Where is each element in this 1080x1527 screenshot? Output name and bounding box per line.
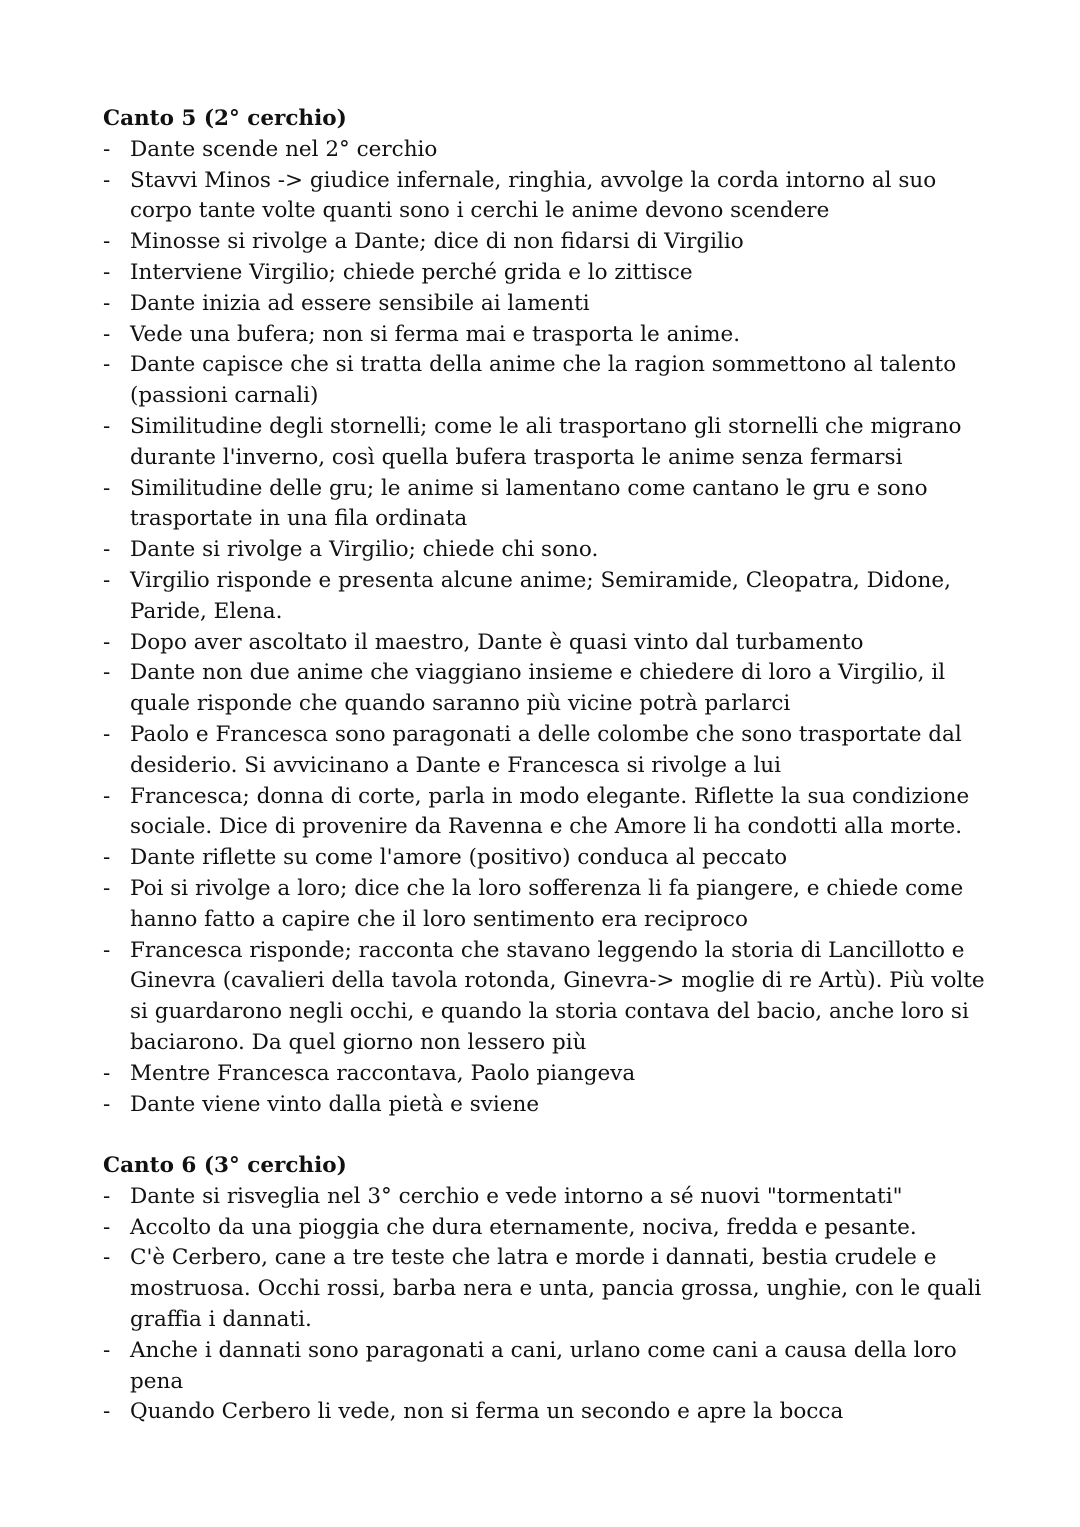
list-item-text: Virgilio risponde e presenta alcune anime; Semiramide, Cleopatra, Didone, Paride, Elena. <box>130 567 951 624</box>
list-item <box>103 1336 1003 1398</box>
bullet-dash: - <box>103 1245 111 1271</box>
list-item-text: C'è Cerbero, cane a tre teste che latra e morde i dannati, bestia crudele e mostruosa. Occhi rossi, barba nera e unta, pancia grossa, unghie, con le quali graffia i dannati. <box>130 1245 982 1333</box>
bullet-dash: - <box>103 875 111 901</box>
section-title: Canto 5 (2° cerchio) <box>103 106 347 131</box>
bullet-dash: - <box>103 136 111 162</box>
list-item-text: Dante si risveglia nel 3° cerchio e vede intorno a sé nuovi "tormentati" <box>130 1183 903 1209</box>
list-item-text: Dante inizia ad essere sensibile ai lamenti <box>130 290 590 316</box>
bullet-dash: - <box>103 783 111 809</box>
list-item <box>103 535 1003 566</box>
bullet-list <box>103 1182 1003 1428</box>
bullet-dash: - <box>103 1091 111 1117</box>
list-item <box>103 936 1003 1059</box>
bullet-dash: - <box>103 721 111 747</box>
bullet-dash: - <box>103 1399 111 1425</box>
section-canto-5 <box>103 104 1003 1120</box>
list-item <box>103 289 1003 320</box>
list-item <box>103 1182 1003 1213</box>
bullet-dash: - <box>103 1214 111 1240</box>
list-item-text: Stavvi Minos -> giudice infernale, ringhia, avvolge la corda intorno al suo corpo tante volte quanti sono i cerchi le anime devono scendere <box>130 167 937 224</box>
document-page <box>103 104 1003 1428</box>
list-item-text: Quando Cerbero li vede, non si ferma un secondo e apre la bocca <box>130 1399 844 1425</box>
bullet-list <box>103 135 1003 1121</box>
bullet-dash: - <box>103 567 111 593</box>
bullet-dash: - <box>103 167 111 193</box>
list-item-text: Francesca risponde; racconta che stavano leggendo la storia di Lancillotto e Ginevra (cavalieri della tavola rotonda, Ginevra-> moglie di re Artù). Più volte si guardarono negli occhi, e quando la storia contava del bacio, anche loro si baciarono. Da quel giorno non lessero più <box>130 937 985 1055</box>
list-item-text: Similitudine delle gru; le anime si lamentano come cantano le gru e sono trasportate in una fila ordinata <box>130 475 928 532</box>
list-item-text: Dante capisce che si tratta della anime che la ragion sommettono al talento (passioni carnali) <box>130 352 957 409</box>
list-item <box>103 135 1003 166</box>
list-item-text: Dante scende nel 2° cerchio <box>130 136 438 162</box>
bullet-dash: - <box>103 1183 111 1209</box>
list-item <box>103 1213 1003 1244</box>
list-item-text: Dopo aver ascoltato il maestro, Dante è quasi vinto dal turbamento <box>130 629 864 655</box>
list-item <box>103 320 1003 351</box>
list-item-text: Paolo e Francesca sono paragonati a delle colombe che sono trasportate dal desiderio. Si avvicinano a Dante e Francesca si rivolge a lui <box>130 721 962 778</box>
list-item <box>103 227 1003 258</box>
bullet-dash: - <box>103 1337 111 1363</box>
bullet-dash: - <box>103 537 111 563</box>
list-item-text: Anche i dannati sono paragonati a cani, urlano come cani a causa della loro pena <box>130 1337 957 1394</box>
list-item <box>103 412 1003 474</box>
bullet-dash: - <box>103 229 111 255</box>
list-item <box>103 1397 1003 1428</box>
list-item-text: Accolto da una pioggia che dura eternamente, nociva, fredda e pesante. <box>130 1214 917 1240</box>
list-item <box>103 474 1003 536</box>
bullet-dash: - <box>103 290 111 316</box>
list-item-text: Mentre Francesca raccontava, Paolo piangeva <box>130 1060 636 1086</box>
list-item <box>103 258 1003 289</box>
bullet-dash: - <box>103 321 111 347</box>
list-item <box>103 843 1003 874</box>
list-item-text: Interviene Virgilio; chiede perché grida e lo zittisce <box>130 259 693 285</box>
bullet-dash: - <box>103 413 111 439</box>
bullet-dash: - <box>103 475 111 501</box>
list-item-text: Dante non due anime che viaggiano insieme e chiedere di loro a Virgilio, il quale risponde che quando saranno più vicine potrà parlarci <box>130 660 946 717</box>
bullet-dash: - <box>103 259 111 285</box>
list-item <box>103 782 1003 844</box>
list-item-text: Dante riflette su come l'amore (positivo) conduca al peccato <box>130 845 788 871</box>
list-item-text: Dante viene vinto dalla pietà e sviene <box>130 1091 540 1117</box>
bullet-dash: - <box>103 660 111 686</box>
section-canto-6 <box>103 1151 1003 1428</box>
list-item <box>103 658 1003 720</box>
list-item-text: Poi si rivolge a loro; dice che la loro sofferenza li fa piangere, e chiede come hanno fatto a capire che il loro sentimento era reciproco <box>130 875 964 932</box>
list-item <box>103 720 1003 782</box>
bullet-dash: - <box>103 629 111 655</box>
list-item-text: Minosse si rivolge a Dante; dice di non fidarsi di Virgilio <box>130 229 744 255</box>
list-item-text: Francesca; donna di corte, parla in modo elegante. Riflette la sua condizione sociale. Dice di provenire da Ravenna e che Amore li ha condotti alla morte. <box>130 783 970 840</box>
list-item-text: Similitudine degli stornelli; come le ali trasportano gli stornelli che migrano durante l'inverno, così quella bufera trasporta le anime senza fermarsi <box>130 413 962 470</box>
bullet-dash: - <box>103 937 111 963</box>
list-item-text: Dante si rivolge a Virgilio; chiede chi sono. <box>130 537 599 563</box>
list-item <box>103 874 1003 936</box>
bullet-dash: - <box>103 1060 111 1086</box>
bullet-dash: - <box>103 845 111 871</box>
list-item <box>103 566 1003 628</box>
list-item <box>103 350 1003 412</box>
list-item-text: Vede una bufera; non si ferma mai e trasporta le anime. <box>130 321 741 347</box>
list-item <box>103 1090 1003 1121</box>
list-item <box>103 1243 1003 1335</box>
section-title: Canto 6 (3° cerchio) <box>103 1153 347 1179</box>
list-item <box>103 628 1003 659</box>
list-item <box>103 166 1003 228</box>
list-item <box>103 1059 1003 1090</box>
bullet-dash: - <box>103 352 111 378</box>
